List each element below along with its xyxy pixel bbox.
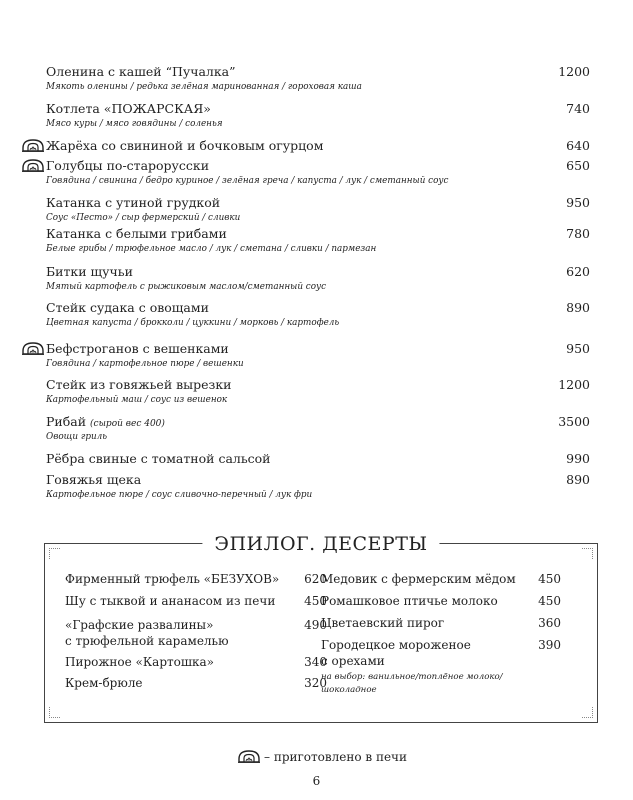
desserts-section [44, 533, 598, 723]
dessert-name: Шу с тыквой и ананасом из печи [65, 594, 276, 608]
oven-icon [238, 749, 260, 763]
dish-price: 990 [566, 451, 590, 466]
dessert-price: 490 [304, 618, 327, 632]
dessert-price: 450 [304, 594, 327, 608]
dessert-name-line2: с орехами [321, 654, 385, 668]
dish-price: 740 [566, 101, 590, 116]
dessert-price: 360 [538, 616, 561, 630]
page-number: 6 [312, 774, 321, 788]
dish-name: Стейк судака с овощами [46, 300, 209, 315]
oven-icon [22, 138, 44, 152]
dish-price: 620 [566, 264, 590, 279]
dish-name: Стейк из говяжьей вырезки [46, 377, 232, 392]
dessert-note-line2: шоколадное [321, 685, 377, 695]
dessert-price: 450 [538, 572, 561, 586]
dish-price: 3500 [558, 414, 590, 429]
dessert-name: Цветаевский пирог [321, 616, 445, 630]
dessert-item [65, 593, 327, 609]
dish-name: Катанка с белыми грибами [46, 226, 227, 241]
dish-price: 890 [566, 472, 590, 487]
corner-ornament [49, 707, 60, 718]
dish-price: 640 [566, 138, 590, 153]
dessert-name: Городецкое мороженое [321, 638, 471, 652]
dish-price: 650 [566, 158, 590, 173]
dessert-note: на выбор: ванильное/топлёное молоко/ [321, 672, 503, 682]
dish-description: Белые грибы / трюфельное масло / лук / сметана / сливки / пармезан [46, 244, 377, 254]
dessert-name: Фирменный трюфель «БЕЗУХОВ» [65, 572, 280, 586]
dish-name: Битки щучьи [46, 264, 133, 279]
dish-description: Овощи гриль [46, 432, 108, 442]
dessert-item [65, 654, 327, 670]
dish-price: 890 [566, 300, 590, 315]
dessert-name: Ромашковое птичье молоко [321, 594, 498, 608]
dish-description: Соус «Песто» / сыр фермерский / сливки [46, 213, 241, 223]
dessert-price: 320 [304, 676, 327, 690]
dessert-item [321, 571, 561, 587]
dish-description: Говядина / свинина / бедро куриное / зелёная греча / капуста / лук / сметанный соус [46, 176, 449, 186]
dessert-item [321, 593, 561, 609]
dish-price: 1200 [558, 377, 590, 392]
dish-price: 1200 [558, 64, 590, 79]
corner-ornament [582, 707, 593, 718]
dessert-name: «Графские развалины» [65, 618, 214, 632]
dish-name: Рёбра свиные с томатной сальсой [46, 451, 271, 466]
dessert-item [321, 637, 561, 701]
oven-legend [238, 749, 407, 765]
dessert-price: 620 [304, 572, 327, 586]
corner-ornament [49, 548, 60, 559]
dessert-item [65, 617, 327, 649]
dish-name: Говяжья щека [46, 472, 142, 487]
dish-name [46, 414, 165, 432]
dessert-price: 340 [304, 655, 327, 669]
dish-name: Котлета «ПОЖАРСКАЯ» [46, 101, 211, 116]
dessert-item [65, 571, 327, 587]
dish-name-text: Рибай [46, 414, 87, 429]
dish-description: Говядина / картофельное пюре / вешенки [46, 359, 244, 369]
dessert-price: 450 [538, 594, 561, 608]
oven-icon [22, 158, 44, 172]
dish-description: Мятый картофель с рыжиковым маслом/сметанный соус [46, 282, 327, 292]
desserts-title: ЭПИЛОГ. ДЕСЕРТЫ [202, 532, 439, 556]
dish-price: 780 [566, 226, 590, 241]
dish-name: Катанка с утиной грудкой [46, 195, 221, 210]
dish-description: Мясо куры / мясо говядины / соленья [46, 119, 223, 129]
corner-ornament [582, 548, 593, 559]
dish-description: Мякоть оленины / редька зелёная маринованная / гороховая каша [46, 82, 362, 92]
dish-description: Цветная капуста / брокколи / цуккини / морковь / картофель [46, 318, 340, 328]
dessert-item [321, 615, 561, 631]
dish-description: Картофельное пюре / соус сливочно-перечный / лук фри [46, 490, 313, 500]
dessert-name-line2: с трюфельной карамелью [65, 634, 229, 648]
dessert-name: Медовик с фермерским мёдом [321, 572, 516, 586]
dish-description: Картофельный маш / соус из вешенок [46, 395, 228, 405]
dessert-name: Крем-брюле [65, 676, 143, 690]
dish-name: Голубцы по-старорусски [46, 158, 210, 173]
dish-price: 950 [566, 195, 590, 210]
dish-name: Жарёха со свининой и бочковым огурцом [46, 138, 324, 153]
dish-price: 950 [566, 341, 590, 356]
oven-icon [22, 341, 44, 355]
dessert-item [65, 675, 327, 691]
dessert-price: 390 [538, 638, 561, 652]
legend-text: – приготовлено в печи [264, 750, 407, 764]
dish-weight-note: (сырой вес 400) [90, 419, 165, 429]
dish-name: Оленина с кашей “Пучалка” [46, 64, 236, 79]
dish-name: Бефстроганов с вешенками [46, 341, 229, 356]
dessert-name: Пирожное «Картошка» [65, 655, 215, 669]
